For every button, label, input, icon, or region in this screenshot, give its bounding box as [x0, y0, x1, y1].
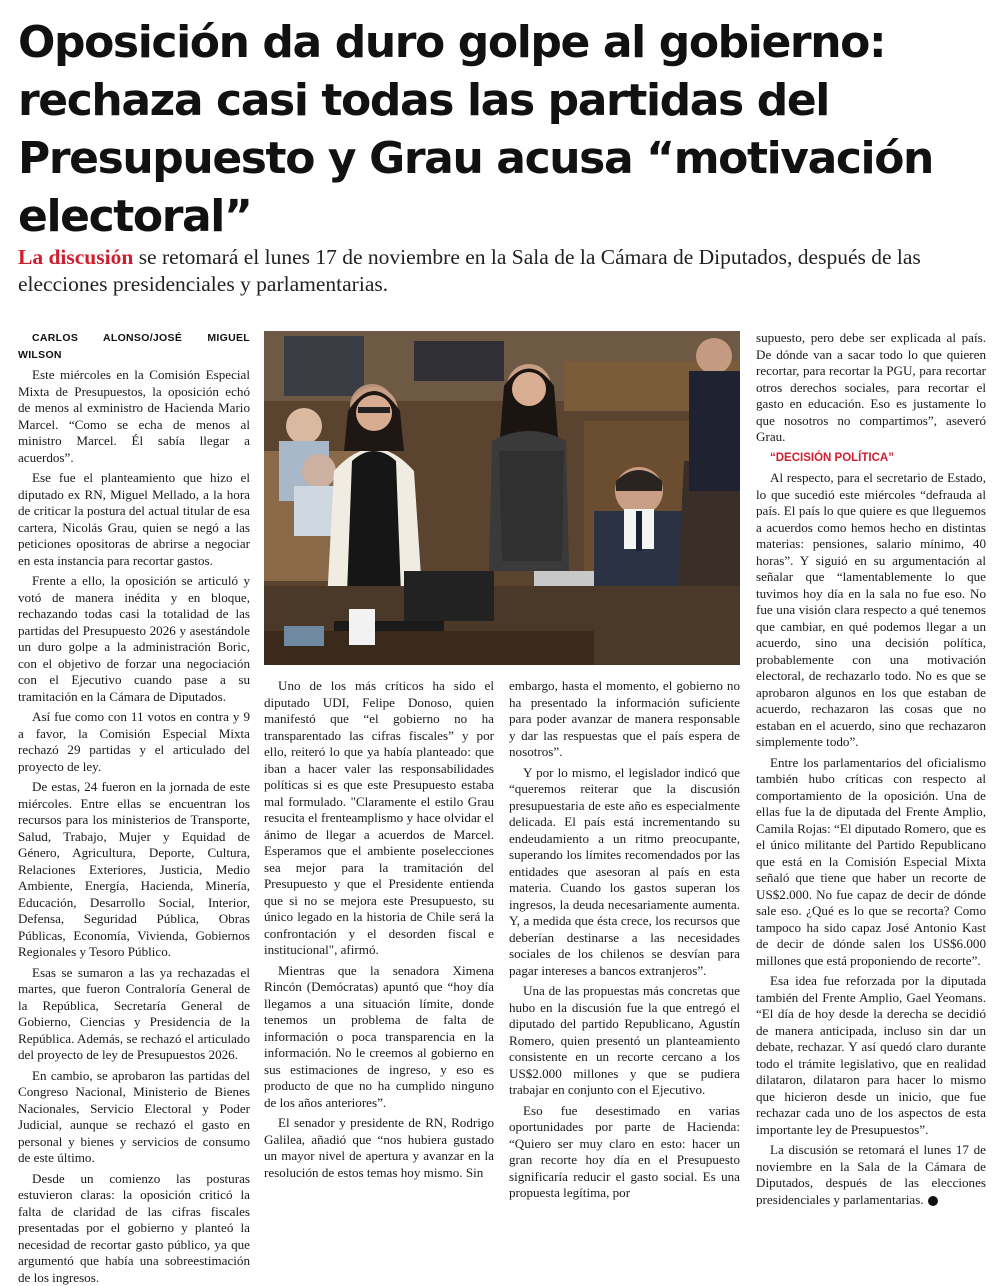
article-column-4 — [756, 330, 986, 1145]
news-photo — [264, 331, 740, 665]
col1-paragraph: Ese fue el planteamiento que hizo el diputado ex RN, Miguel Mellado, a la hora de criticar la postura del actual titular de esa cartera, Nicolás Grau, quien se negó a las peticiones opositoras de abrirse a negociar en esta instancia para recortar gastos. — [18, 470, 250, 569]
col4-paragraph: supuesto, pero debe ser explicada al país. De dónde van a sacar todo lo que quieren recortar, para recortar la PGU, para recortar otros derechos sociales, para recortar el gasto en educación. Eso es justamente lo que nosotros no compartimos”, aseveró Grau. — [756, 330, 986, 446]
col4-paragraph: Al respecto, para el secretario de Estado, lo que sucedió este miércoles “defrauda al país. El país lo que quiere es que lleguemos a acuerdos como hemos hecho en distintas materias: pensiones, salario mínimo, 40 horas”. Y siguió en su argumentación al señalar que “lamentablemente lo que tuvimos hoy día en la sala no fue eso. No fue una visión clara respecto a qué tenemos que cambiar, en qué podemos llegar a un acuerdo, sino una decisión política, probablemente con una motivación electoral, de rechazarlo todo. No es que se aprobaron algunos en los que estaban de acuerdo, rechazaron las cosas que no estaban en el acuerdo, sino que rechazaron simplemente todo”. — [756, 470, 986, 751]
article-column-1 — [18, 330, 250, 1145]
col3-paragraph: Eso fue desestimado en varias oportunidades por parte de Hacienda: “Quiero ser muy claro en esto: hacer un gran recorte hoy día en el Presupuesto significaría reducir el gasto social. Es una propuesta legítima, por — [509, 1103, 740, 1202]
final-paragraph-text: La discusión se retomará el lunes 17 de noviembre en la Sala de la Cámara de Diputados, después de las elecciones presidenciales y parlamentarias. — [756, 1142, 986, 1207]
lead-text: se retomará el lunes 17 de noviembre en la Sala de la Cámara de Diputados, después de las elecciones presidenciales y parlamentarias. — [18, 245, 921, 296]
col3-paragraph: embargo, hasta el momento, el gobierno no ha presentado la información suficiente para poder avanzar de manera responsable y dar las respuestas que el país espera de nosotros”. — [509, 678, 740, 761]
byline: CARLOS ALONSO/JOSÉ MIGUEL WILSON — [18, 330, 250, 363]
col1-paragraph: Así fue como con 11 votos en contra y 9 a favor, la Comisión Especial Mixta rechazó 29 partidas y el articulado del proyecto de ley. — [18, 709, 250, 775]
col2-paragraph: Uno de los más críticos ha sido el diputado UDI, Felipe Donoso, quien manifestó que “el gobierno no ha transparentado las cifras fiscales” y por ello, reiteró lo que ya había planteado: que iban a hacer valer las responsabilidades políticas si es que este Presupuesto estaba mal formulado. "Claramente el estilo Grau resucita el frenteamplismo y hace olvidar el ánimo de llegar a acuerdos de Marcel. Esperamos que el ambiente poselecciones sea mejor para la tramitación del Presupuesto y que el Presidente entienda que si no se mejora este Presupuesto, su único legado en la historia de Chile será la confrontación y el desorden fiscal e institucional", afirmó. — [264, 678, 494, 959]
col2-paragraph: El senador y presidente de RN, Rodrigo Galilea, añadió que “nos hubiera gustado un mayor nivel de apertura y avanzar en la resolución de estos temas hoy mismo. Sin — [264, 1115, 494, 1181]
col1-paragraph: En cambio, se aprobaron las partidas del Congreso Nacional, Ministerio de Bienes Nacionales, Servicio Electoral y Poder Judicial, aunque se rechazó el gasto en personal y bienes y servicios de consumo de este último. — [18, 1068, 250, 1167]
article-column-2 — [264, 678, 494, 1145]
col4-paragraph: Esa idea fue reforzada por la diputada también del Frente Amplio, Gael Yeomans. “El día de hoy desde la derecha se decidió de manera anticipada, incluso sin dar un debate, rechazar. Y así quedó claro durante todo el trámite legislativo, que en realidad dilataron, dilataron para hacer lo mismo que hicieron desde un inicio, que fue rechazar cada uno de los aspectos de esta importante ley de Presupuestos”. — [756, 973, 986, 1138]
col3-paragraph: Una de las propuestas más concretas que hubo en la discusión fue la que entregó el diputado del partido Republicano, Agustín Romero, quien presentó un planteamiento consistente en un recorte cercano a los US$2.000 millones y que se pudiera trabajar en conjunto con el Ejecutivo. — [509, 983, 740, 1099]
col1-paragraph: Esas se sumaron a las ya rechazadas el martes, que fueron Contraloría General de la República, Secretaría General de Gobierno, Ciencias y Presidencia de la República. Además, se rechazó el articulado del proyecto de ley de Presupuestos 2026. — [18, 965, 250, 1064]
headline: Oposición da duro golpe al gobierno: rechaza casi todas las partidas del Presupuesto y Grau acusa “motivación electoral” — [18, 14, 983, 246]
col1-paragraph: Frente a ello, la oposición se articuló y votó de manera inédita y en bloque, rechazando todas casi la totalidad de las partidas del Presupuesto 2026 y asestándole un duro golpe a la administración Boric, con el objetivo de forzar una negociación con el Ejecutivo cuando pase a su tramitación en la Cámara de Diputados. — [18, 573, 250, 705]
col1-paragraph: De estas, 24 fueron en la jornada de este miércoles. Entre ellas se encuentran los recursos para los ministerios de Transporte, Salud, Trabajo, Mujer y Equidad de Género, Agricultura, Deporte, Cultura, Relaciones Exteriores, Justicia, Medio Ambiente, Energía, Hacienda, Minería, Educación, Desarrollo Social, Interior, Defensa, Seguridad Pública, Obras Públicas, Economía, Vivienda, Gobiernos Regionales y Tesoro Público. — [18, 779, 250, 961]
photo-illustration — [264, 331, 740, 665]
lead-kicker: La discusión — [18, 245, 133, 269]
col4-paragraph-final — [756, 1142, 986, 1208]
col4-paragraph: Entre los parlamentarios del oficialismo también hubo críticas con respecto al comportamiento de la oposición. Una de ellas fue la de diputada del Frente Amplio, Camila Rojas: “El diputado Romero, que es el único militante del Partido Republicano que está en la Comisión Especial Mixta señaló que tiene que haber un recorte de US$2.000. No fue capaz de decir de dónde sale eso. ¿Qué es lo que se recorta? Como tampoco ha sido capaz José Antonio Kast de decir de dónde salen los US$6.000 millones que está proponiendo de recorte”. — [756, 755, 986, 970]
end-mark-icon — [928, 1196, 938, 1206]
col1-paragraph: Este miércoles en la Comisión Especial Mixta de Presupuestos, la oposición echó de menos al exministro de Hacienda Mario Marcel. “Como se echa de menos al ministro Marcel. Él sabía llegar a acuerdos”. — [18, 367, 250, 466]
col2-paragraph: Mientras que la senadora Ximena Rincón (Demócratas) apuntó que “hoy día llegamos a una situación límite, donde tenemos un problema de falta de información o poca transparencia en la información. No le creemos al gobierno en sus estimaciones de ingreso, y eso es producto de que no ha cumplido ninguno de los años anteriores”. — [264, 963, 494, 1112]
lead-paragraph — [18, 244, 983, 298]
section-subhead: “DECISIÓN POLÍTICA” — [756, 450, 986, 467]
col1-paragraph: Desde un comienzo las posturas estuvieron claras: la oposición criticó la falta de claridad de las cifras fiscales presentadas por el gobierno y planteó la necesidad de recortar gasto público, ya que argumentó que había una sobreestimación de los ingresos. — [18, 1171, 250, 1286]
article-column-3 — [509, 678, 740, 1145]
col3-paragraph: Y por lo mismo, el legislador indicó que “queremos reiterar que la discusión presupuestaria de este año es especialmente delicada. El país está incrementando su endeudamiento a un ritmo preocupante, superando los límites recomendados por las entidades que asesoran al país en esta materia. Cuando los gastos superan los ingresos, la deuda necesariamente aumenta. Y, a medida que ésta crece, los recursos que deberían destinarse a las necesidades sociales de los chilenos se desvían para pagar intereses a bancos extranjeros”. — [509, 765, 740, 980]
